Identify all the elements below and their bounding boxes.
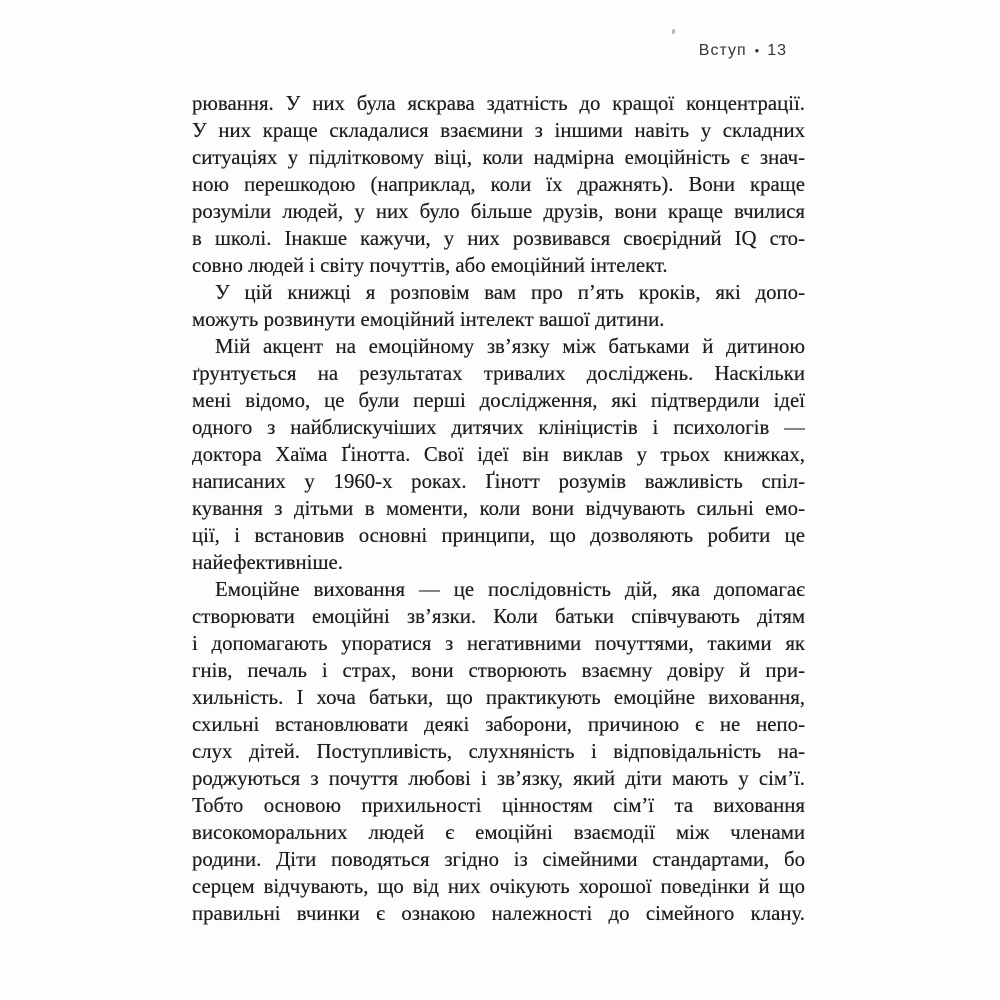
text-line: можуть розвинути емоційний інтелект вашої дитини. [192, 308, 665, 331]
text-line: в школі. Інакше кажучи, у них розвивався своєрідний IQ сто- [192, 227, 805, 250]
text-line: У них краще складалися взаємини з іншими навіть у складних [192, 119, 805, 142]
text-line: Емоційне виховання — це послідовність дій, яка допомагає [215, 578, 805, 601]
text-line: розуміли людей, у них було більше друзів, вони краще вчилися [192, 200, 805, 223]
text-line: серцем відчувають, що від них очікують хорошої поведінки й що [192, 875, 805, 898]
text-line: ґрунтується на результатах тривалих досліджень. Наскільки [192, 362, 805, 385]
paragraph [192, 333, 805, 576]
text-line: кування з дітьми в моменти, коли вони відчувають сильні емо- [192, 497, 805, 520]
paragraph [192, 90, 805, 279]
text-line: високоморальних людей є емоційні взаємодії між членами [192, 821, 805, 844]
page-number: 13 [767, 42, 787, 59]
text-line: рювання. У них була яскрава здатність до кращої концентрації. [192, 92, 805, 115]
text-line: слух дітей. Поступливість, слухняність і відповідальність на- [192, 740, 805, 763]
text-line: родини. Діти поводяться згідно із сімейними стандартами, бо [192, 848, 805, 871]
text-line: правильні вчинки є ознакою належності до сімейного клану. [192, 902, 805, 925]
text-line: ції, і встановив основні принципи, що дозволяють робити це [192, 524, 805, 547]
text-line: ною перешкодою (наприклад, коли їх дражнять). Вони краще [192, 173, 805, 196]
text-line: совно людей і світу почуттів, або емоційний інтелект. [192, 254, 668, 277]
text-line: гнів, печаль і страх, вони створюють взаємну довіру й при- [192, 659, 805, 682]
text-line: написаних у 1960-х роках. Ґінотт розумів важливість спіл- [192, 470, 805, 493]
scan-artifact [671, 29, 675, 35]
text-line: найефективніше. [192, 551, 343, 574]
text-line: мені відомо, це були перші дослідження, які підтвердили ідеї [192, 389, 805, 412]
text-line: роджуються з почуття любові і зв’язку, який діти мають у сім’ї. [192, 767, 805, 790]
text-line: У цій книжці я розповім вам про п’ять кроків, які допо- [215, 281, 805, 304]
text-line: ситуаціях у підлітковому віці, коли надмірна емоційність є знач- [192, 146, 805, 169]
text-line: одного з найблискучіших дитячих клініцистів і психологів — [192, 416, 805, 439]
text-line: створювати емоційні зв’язки. Коли батьки співчувають дітям [192, 605, 805, 628]
section-title: Вступ [698, 42, 747, 59]
text-line: Тобто основою прихильності цінностям сім’ї та виховання [192, 794, 805, 817]
text-line: Мій акцент на емоційному зв’язку між батьками й дитиною [215, 335, 805, 358]
bullet-separator: • [754, 42, 760, 58]
paragraph [192, 279, 805, 333]
text-line: і допомагають упоратися з негативними почуттями, такими як [192, 632, 805, 655]
text-line: хильність. І хоча батьки, що практикують емоційне виховання, [192, 686, 805, 709]
body-text [192, 90, 805, 927]
running-header [699, 42, 787, 60]
text-line: схильні встановлювати деякі заборони, причиною є не непо- [192, 713, 805, 736]
paragraph [192, 576, 805, 927]
text-line: доктора Хаїма Ґінотта. Свої ідеї він виклав у трьох книжках, [192, 443, 805, 466]
